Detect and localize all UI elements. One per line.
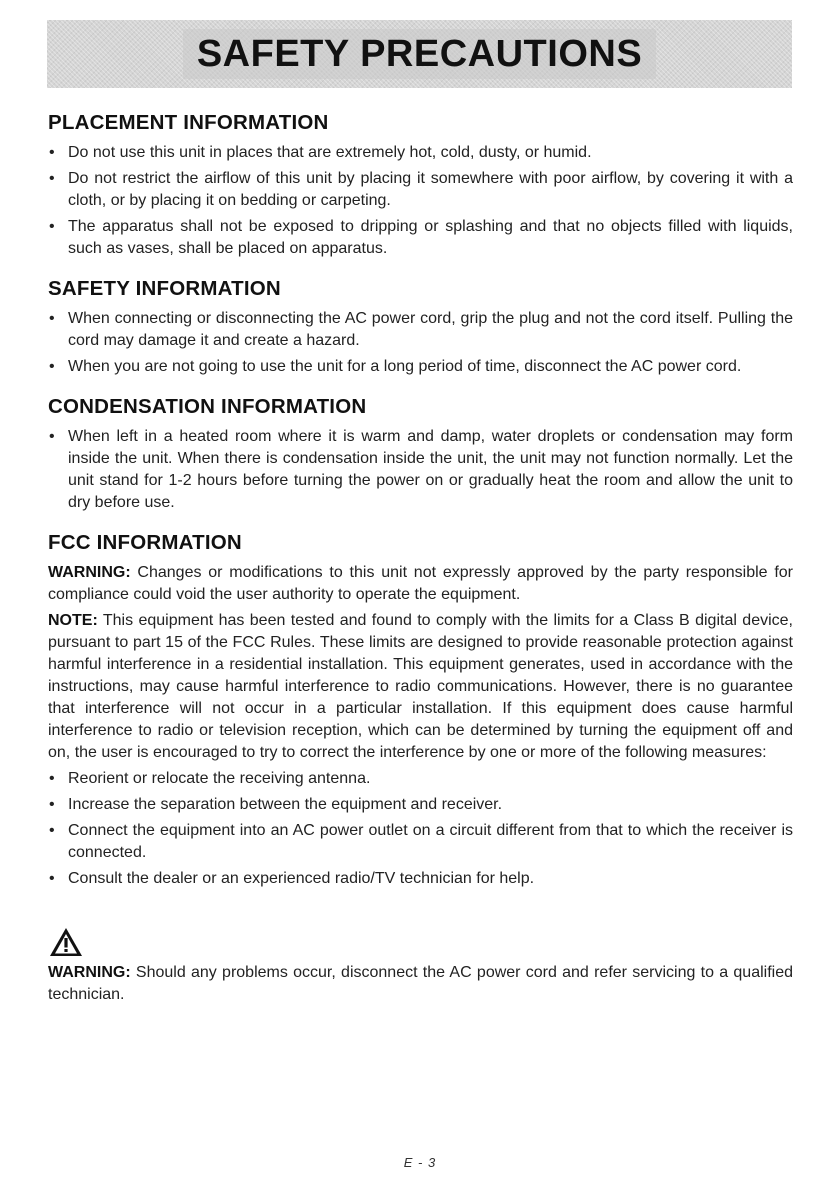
section-heading: FCC INFORMATION [48, 531, 242, 554]
condensation-section [48, 395, 793, 514]
fcc-note-paragraph [48, 610, 793, 764]
fcc-section [48, 531, 793, 890]
page-title: SAFETY PRECAUTIONS [183, 29, 656, 79]
list-item: • When left in a heated room where it is warm and damp, water droplets or condensation may form inside the unit. When there is condensation inside the unit, the unit may not function normally. Let the unit stand for 1-2 hours before turning the power on or gradually heat the room and allow the unit to dry before use. [48, 426, 793, 514]
fcc-warning-paragraph [48, 562, 793, 606]
list-item: • Consult the dealer or an experienced radio/TV technician for help. [48, 868, 793, 890]
safety-section [48, 277, 793, 378]
warning-text: Changes or modifications to this unit not expressly approved by the party responsible for compliance could void the user authority to operate the equipment. [48, 564, 793, 603]
list-item: • The apparatus shall not be exposed to dripping or splashing and that no objects filled with liquids, such as vases, shall be placed on apparatus. [48, 216, 793, 260]
bullet-list [48, 308, 793, 378]
bullet-list [48, 142, 793, 260]
warning-triangle-icon [49, 927, 83, 957]
final-warning-paragraph [48, 962, 793, 1006]
section-heading: CONDENSATION INFORMATION [48, 395, 367, 418]
section-heading: SAFETY INFORMATION [48, 277, 281, 300]
title-banner [47, 20, 792, 88]
list-item: • Reorient or relocate the receiving antenna. [48, 768, 793, 790]
list-item: • When connecting or disconnecting the AC power cord, grip the plug and not the cord itself. Pulling the cord may damage it and create a hazard. [48, 308, 793, 352]
note-label: NOTE: [48, 612, 98, 629]
warning-text: Should any problems occur, disconnect the AC power cord and refer servicing to a qualified technician. [48, 964, 793, 1003]
bullet-list [48, 426, 793, 514]
list-item: • Do not use this unit in places that are extremely hot, cold, dusty, or humid. [48, 142, 793, 164]
warning-label: WARNING: [48, 964, 131, 981]
list-item: • Connect the equipment into an AC power outlet on a circuit different from that to which the receiver is connected. [48, 820, 793, 864]
list-item: • When you are not going to use the unit for a long period of time, disconnect the AC power cord. [48, 356, 793, 378]
bullet-list [48, 768, 793, 890]
section-heading: PLACEMENT INFORMATION [48, 111, 329, 134]
document-body [48, 111, 793, 1010]
list-item: • Increase the separation between the equipment and receiver. [48, 794, 793, 816]
list-item: • Do not restrict the airflow of this unit by placing it somewhere with poor airflow, by covering it with a cloth, or by placing it on bedding or carpeting. [48, 168, 793, 212]
warning-label: WARNING: [48, 564, 131, 581]
note-text: This equipment has been tested and found to comply with the limits for a Class B digital device, pursuant to part 15 of the FCC Rules. These limits are designed to provide reasonable protection against harmful interference in a residential installation. This equipment generates, used in accordance with the instructions, may cause harmful interference to radio communications. However, there is no guarantee that interference will not occur in a particular installation. If this equipment does cause harmful interference to radio or television reception, which can be determined by turning the equipment off and on, the user is encouraged to try to correct the interference by one or more of the following measures: [48, 612, 793, 761]
placement-section [48, 111, 793, 260]
page-number: E - 3 [403, 1155, 437, 1170]
